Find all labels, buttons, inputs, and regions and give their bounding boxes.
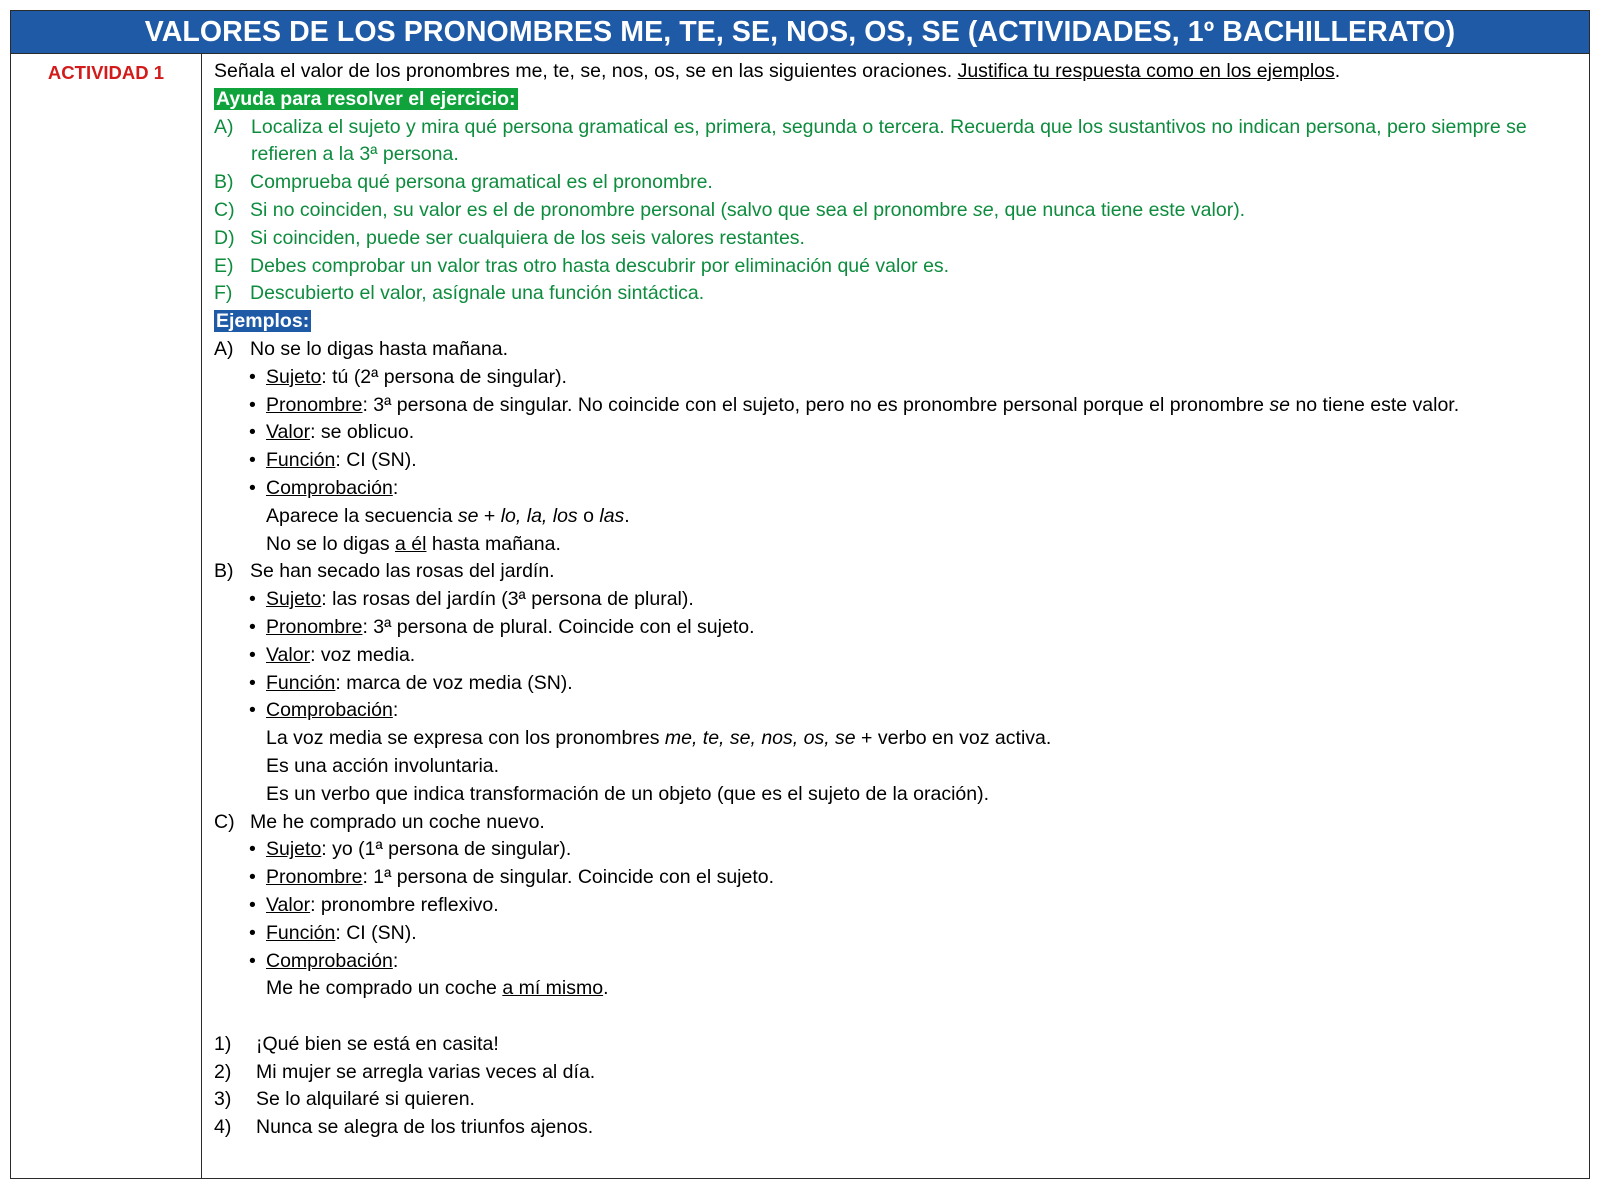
bullet-icon: • (249, 893, 256, 916)
help-steps (214, 114, 1589, 309)
example-c-comprobacion: • Comprobación: (214, 948, 1589, 976)
example-c-comp-line: Me he comprado un coche a mí mismo. (266, 977, 609, 1000)
spacer (214, 1003, 1589, 1031)
bullet-icon: • (249, 393, 256, 416)
example-b-funcion: • Función: marca de voz media (SN). (214, 670, 1589, 698)
example-a-pronombre: • Pronombre: 3ª persona de singular. No coincide con el sujeto, pero no es pronombre personal porque el pronombre se no tiene este valor. (214, 392, 1589, 420)
bullet-icon: • (249, 949, 256, 972)
example-b-sentence: B) Se han secado las rosas del jardín. (214, 560, 555, 583)
help-step: D) Si coinciden, puede ser cualquiera de los seis valores restantes. (214, 226, 805, 249)
page-title: VALORES DE LOS PRONOMBRES ME, TE, SE, NOS, OS, SE (ACTIVIDADES, 1º BACHILLERATO) (10, 10, 1590, 54)
example-b-comp-line: Es una acción involuntaria. (266, 754, 500, 777)
left-column (11, 54, 202, 1178)
help-heading-row (214, 86, 1589, 114)
bullet-icon: • (249, 476, 256, 499)
help-step: C) Si no coinciden, su valor es el de pronombre personal (salvo que sea el pronombre se, que nunca tiene este valor). (214, 198, 1246, 221)
example-c-funcion: • Función: CI (SN). (214, 920, 1589, 948)
bullet-icon: • (249, 643, 256, 666)
right-column (202, 54, 1589, 1178)
bullet-icon: • (249, 365, 256, 388)
instruction-underlined: Justifica tu respuesta como en los ejemplos (957, 60, 1335, 82)
bullet-icon: • (249, 615, 256, 638)
example-c-pronombre: • Pronombre: 1ª persona de singular. Coincide con el sujeto. (214, 864, 1589, 892)
bullet-icon: • (249, 921, 256, 944)
bullet-icon: • (249, 699, 256, 722)
example-a-valor: • Valor: se oblicuo. (214, 419, 1589, 447)
instruction: Señala el valor de los pronombres me, te, se, nos, os, se en las siguientes oraciones. Justifica tu respuesta como en los ejemplos. (214, 60, 1341, 82)
exercise-item: 2) Mi mujer se arregla varias veces al día. (214, 1060, 596, 1083)
examples-heading: Ejemplos: (216, 310, 310, 333)
content-grid (10, 54, 1590, 1179)
bullet-icon: • (249, 838, 256, 861)
examples-heading-row (214, 308, 1589, 336)
example-c-sujeto: • Sujeto: yo (1ª persona de singular). (214, 836, 1589, 864)
bullet-icon: • (249, 421, 256, 444)
example-a-comp-line: Aparece la secuencia se + lo, la, los o las. (266, 504, 630, 527)
help-step: B) Comprueba qué persona gramatical es el pronombre. (214, 171, 713, 194)
help-heading: Ayuda para resolver el ejercicio: (216, 87, 516, 110)
example-a-comp-line: No se lo digas a él hasta mañana. (266, 532, 561, 555)
example-b-comp-line: Es un verbo que indica transformación de un objeto (que es el sujeto de la oración). (266, 782, 990, 805)
exercise-item: 4) Nunca se alegra de los triunfos ajenos. (214, 1116, 594, 1139)
example-a-comprobacion: • Comprobación: (214, 475, 1589, 503)
example-a-sujeto: • Sujeto: tú (2ª persona de singular). (214, 364, 1589, 392)
bullet-icon: • (249, 671, 256, 694)
example-b-valor: • Valor: voz media. (214, 642, 1589, 670)
example-b-comp-line: La voz media se expresa con los pronombres me, te, se, nos, os, se + verbo en voz activa. (266, 727, 1052, 750)
example-a-funcion: • Función: CI (SN). (214, 447, 1589, 475)
help-step: F) Descubierto el valor, asígnale una función sintáctica. (214, 282, 705, 305)
help-step: E) Debes comprobar un valor tras otro hasta descubrir por eliminación qué valor es. (214, 254, 950, 277)
bullet-icon: • (249, 588, 256, 611)
activity-label: ACTIVIDAD 1 (47, 62, 165, 83)
activity-sheet (10, 10, 1590, 1179)
bullet-icon: • (249, 866, 256, 889)
exercise-item: 1) ¡Qué bien se está en casita! (214, 1032, 499, 1055)
example-a-sentence: A) No se lo digas hasta mañana. (214, 337, 508, 360)
example-b-pronombre: • Pronombre: 3ª persona de plural. Coincide con el sujeto. (214, 614, 1589, 642)
example-b-comprobacion: • Comprobación: (214, 697, 1589, 725)
help-step: A) Localiza el sujeto y mira qué persona gramatical es, primera, segunda o tercera. Recuerda que los sustantivos no indican persona, pero siempre se refieren a la 3ª persona. (214, 115, 1527, 166)
bullet-icon: • (249, 449, 256, 472)
example-b-sujeto: • Sujeto: las rosas del jardín (3ª persona de plural). (214, 586, 1589, 614)
example-c-valor: • Valor: pronombre reflexivo. (214, 892, 1589, 920)
example-c-sentence: C) Me he comprado un coche nuevo. (214, 810, 545, 833)
exercise-item: 3) Se lo alquilaré si quieren. (214, 1088, 475, 1111)
